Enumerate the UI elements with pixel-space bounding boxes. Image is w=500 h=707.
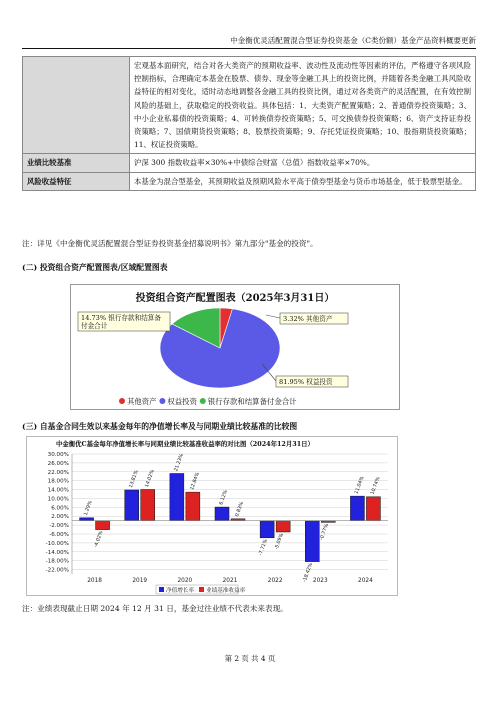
bar-xtick-label-1: 2019: [132, 578, 148, 584]
bar-ytick-label-6: 6.00%: [51, 505, 69, 512]
pie-slice-label-1: 81.95% 权益投资: [279, 378, 333, 386]
bar-ytick-label-13: -22.00%: [45, 567, 69, 574]
strategy-row: [23, 57, 476, 154]
benchmark-label: 业绩比较基准: [23, 154, 130, 172]
bar-legend-label-1: 业绩基准收益率: [206, 588, 246, 594]
bar-ytick-label-3: 18.00%: [47, 478, 69, 485]
bar-ytick-label-11: -14.00%: [45, 549, 69, 556]
bar-ytick-label-8: -2.00%: [49, 523, 69, 530]
bar-legend-label-0: 净值增长率: [166, 588, 194, 594]
bar-0-1: [125, 490, 139, 521]
bar-data-label-1-3: 0.83%: [235, 501, 246, 518]
bar-data-label-0-1: 13.81%: [128, 469, 140, 489]
bar-xtick-label-0: 2018: [87, 578, 102, 584]
pie-legend-marker-1: [159, 398, 165, 404]
benchmark-value: 沪深 300 指数收益率×30%+中债综合财富（总值）指数收益率×70%。: [130, 154, 476, 172]
bar-xtick-label-3: 2021: [222, 578, 238, 584]
bar-ytick-label-2: 22.00%: [47, 469, 69, 476]
bar-1-1: [141, 490, 155, 521]
bar-0-5: [305, 521, 319, 562]
bar-ytick-label-0: 30.00%: [47, 452, 69, 458]
asset-allocation-pie-chart: [70, 284, 400, 410]
bar-ytick-label-9: -6.00%: [49, 532, 69, 538]
pie-legend-label-0: 其他资产: [127, 397, 157, 406]
risk-label: 风险收益特征: [23, 172, 130, 190]
strategy-label: [23, 57, 130, 154]
performance-note: 注：业绩表现截止日期 2024 年 12 月 31 日，基金过往业绩不代表未来表现。: [22, 604, 288, 613]
annual-return-bar-chart: [26, 436, 398, 596]
bar-ytick-label-4: 14.00%: [47, 487, 69, 494]
bar-legend-marker-1: [199, 587, 204, 592]
pie-legend-label-2: 银行存款和结算备付金合计: [207, 397, 297, 406]
bar-ytick-label-7: 2.00%: [51, 514, 69, 521]
bar-data-label-0-6: 11.04%: [354, 475, 366, 495]
risk-row: [23, 172, 476, 190]
bar-data-label-0-0: 1.29%: [83, 500, 94, 517]
bar-xtick-label-4: 2022: [267, 578, 283, 584]
bar-data-label-0-3: 6.12%: [219, 489, 230, 506]
bar-data-label-1-1: 14.02%: [144, 469, 156, 489]
pie-legend-marker-0: [119, 398, 125, 404]
pie-legend-marker-2: [200, 398, 206, 404]
strategy-text: 宏观基本面研究，结合对各大类资产的预期收益率、波动性及流动性等因素的评估，严格遵守各项风险控制指标，合理确定本基金在股票、债券、现金等金融工具上的投资比例，并随着各类金融工具风险收益特征的相对变化，适时动态地调整各金融工具的投资比例，通过对各类资产的灵活配置，在有效控制风险的基础上，获取稳定的投资收益。具体包括：1、大类资产配置策略；2、普通债券投资策略；3、中小企业私募债的投资策略；4、可转换债券投资策略；5、可交换债券投资策略；6、资产支持证券投资策略；7、国债期货投资策略；8、股票投资策略；9、存托凭证投资策略；10、股指期货投资策略；11、权证投资策略。: [130, 57, 476, 154]
bar-ytick-label-10: -10.00%: [45, 540, 69, 547]
bar-data-label-1-2: 12.84%: [190, 471, 201, 491]
bar-chart-title: 中金衡优C基金每年净值增长率与同期业绩比较基准收益率的对比图（2024年12月31日）: [56, 440, 314, 448]
pie-slice-label-0: 3.32% 其他资产: [283, 315, 333, 323]
bar-data-label-1-4: -5.09%: [274, 532, 286, 551]
bar-0-3: [215, 507, 229, 521]
investment-note: 注：详见《中金衡优灵活配置混合型证券投资基金招募说明书》第九部分"基金的投资"。: [22, 239, 318, 248]
bar-legend-marker-0: [159, 587, 164, 592]
bar-data-label-0-4: -7.71%: [258, 538, 270, 557]
benchmark-row: [23, 154, 476, 172]
bar-ytick-label-1: 26.00%: [47, 460, 69, 467]
bar-1-0: [96, 521, 110, 530]
bar-0-0: [80, 518, 94, 521]
pie-slice-label-2-cont: 付金合计: [81, 322, 108, 330]
section-asset-allocation-title: (二) 投资组合资产配置图表/区域配置图表: [22, 263, 168, 272]
page-footer: 第 2 页 共 4 页: [224, 654, 276, 663]
pie-legend-label-1: 权益投资: [167, 397, 197, 406]
bar-data-label-1-6: 10.74%: [370, 476, 382, 496]
bar-data-label-1-5: -0.77%: [319, 523, 331, 542]
bar-xtick-label-2: 2020: [177, 578, 193, 584]
fund-info-table: [22, 56, 476, 191]
bar-xtick-label-5: 2023: [312, 578, 328, 584]
bar-1-2: [186, 492, 200, 521]
risk-value: 本基金为混合型基金，其预期收益及预期风险水平高于债券型基金与货币市场基金，低于股票型基金。: [130, 172, 476, 190]
bar-1-4: [276, 521, 290, 532]
bar-ytick-label-12: -18.00%: [45, 558, 69, 565]
pie-chart-title: 投资组合资产配置图表（2025年3月31日）: [135, 293, 335, 304]
bar-1-6: [366, 497, 380, 521]
page-header: 中金衡优灵活配置混合型证券投资基金（C类份额）基金产品资料概要更新: [22, 34, 476, 49]
bar-data-label-1-0: -4.02%: [93, 530, 105, 549]
bar-data-label-0-2: 21.23%: [174, 453, 185, 473]
bar-data-label-0-5: -18.42%: [302, 562, 315, 584]
section-performance-title: (三) 自基金合同生效以来基金每年的净值增长率及与同期业绩比较基准的比较图: [22, 422, 298, 431]
bar-ytick-label-5: 10.00%: [47, 496, 69, 503]
bar-0-4: [260, 521, 274, 538]
bar-0-6: [350, 496, 364, 521]
bar-0-2: [170, 473, 184, 520]
bar-xtick-label-6: 2024: [358, 578, 373, 584]
pie-slice-label-2: 14.73% 银行存款和结算备: [81, 314, 161, 322]
